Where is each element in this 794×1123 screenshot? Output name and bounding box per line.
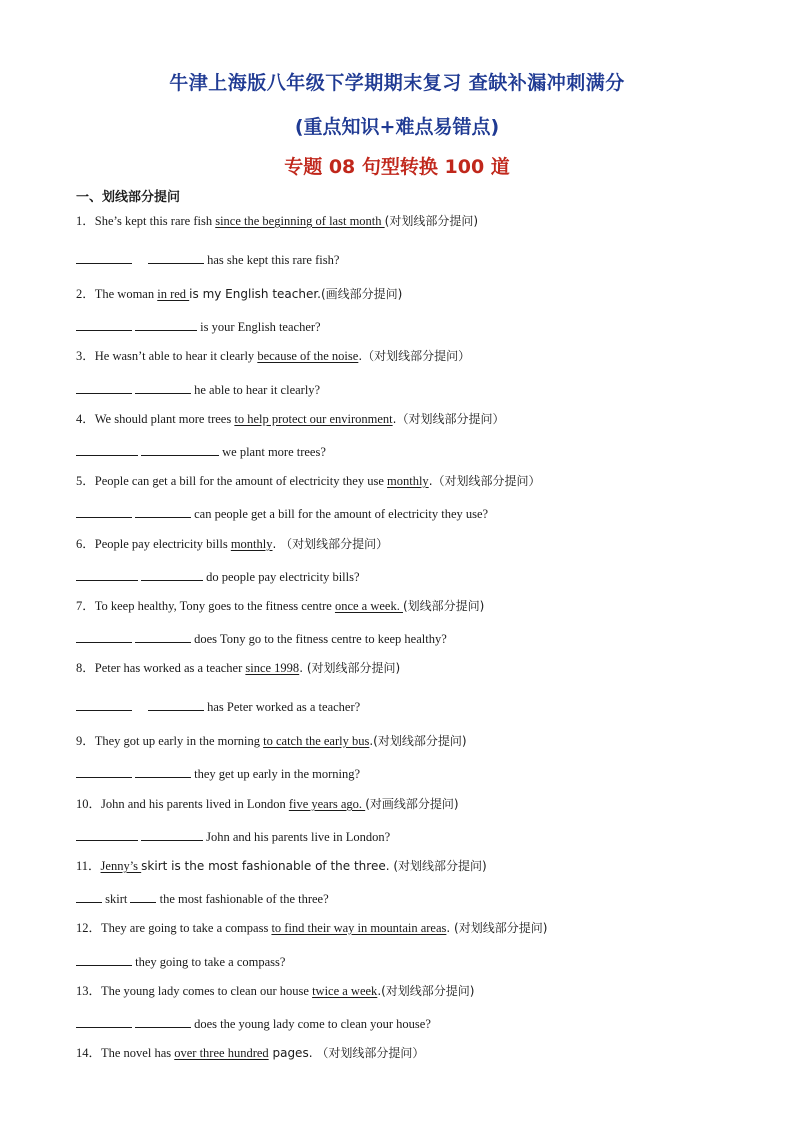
answer-7 [76,629,447,647]
answer-blank[interactable] [76,764,132,778]
answer-8 [76,697,360,715]
question-text: 6．People pay electricity bills [76,537,231,551]
underlined-part: in red [157,287,190,301]
question-instruction: .(对划线部分提问) [369,734,467,748]
underlined-part: since the beginning of last month [215,214,385,228]
question-text: 4．We should plant more trees [76,412,235,426]
answer-blank[interactable] [76,317,132,331]
answer-4 [76,442,326,460]
question-7 [76,598,484,614]
answer-blank[interactable] [76,889,102,903]
answer-text: is your English teacher? [197,320,321,334]
underlined-part: since 1998 [245,661,300,675]
question-14 [76,1045,424,1061]
question-3 [76,348,470,364]
underlined-part: twice a week [312,984,378,998]
question-10 [76,796,459,812]
answer-5 [76,504,488,522]
answer-blank[interactable] [76,380,132,394]
question-11 [76,858,487,874]
answer-blank[interactable] [135,764,191,778]
answer-2 [76,317,321,335]
question-text: 11． [76,859,101,873]
underlined-part: because of the noise [257,349,359,363]
question-instruction: .（对划线部分提问） [358,349,471,363]
question-text: 10．John and his parents lived in London [76,797,289,811]
question-text: 7．To keep healthy, Tony goes to the fitness centre [76,599,335,613]
answer-6 [76,567,360,585]
question-9 [76,733,467,749]
question-13 [76,983,475,999]
underlined-part: once a week. [334,599,403,613]
answer-blank[interactable] [130,889,156,903]
underlined-part: Jenny’s [100,859,142,873]
answer-3 [76,380,320,398]
underlined-part: monthly [230,537,273,551]
question-5 [76,473,541,489]
answer-text: they get up early in the morning? [191,767,361,781]
answer-13 [76,1014,431,1032]
doc-title-line3: 专题 08 句型转换 100 道 [284,156,510,178]
underlined-part: to find their way in mountain areas [271,921,447,935]
answer-blank[interactable] [76,442,138,456]
question-4 [76,411,504,427]
answer-blank[interactable] [76,504,132,518]
answer-text: John and his parents live in London? [203,830,391,844]
answer-text: does Tony go to the fitness centre to keep healthy? [191,632,447,646]
underlined-part: to catch the early bus [263,734,370,748]
answer-11 [76,889,329,907]
question-text: 3．He wasn’t able to hear it clearly [76,349,258,363]
underlined-part: five years ago. [288,797,366,811]
answer-blank[interactable] [141,442,219,456]
answer-text: does the young lady come to clean your house? [191,1017,431,1031]
question-text: 12．They are going to take a compass [76,921,272,935]
answer-blank[interactable] [135,504,191,518]
underlined-part: to help protect our environment [234,412,393,426]
answer-text: skirt [102,892,131,906]
question-text: 8．Peter has worked as a teacher [76,661,246,675]
answer-text: has Peter worked as a teacher? [204,700,361,714]
answer-12 [76,952,285,970]
answer-1 [76,250,339,268]
question-instruction: (对画线部分提问) [365,797,459,811]
question-8 [76,660,400,676]
answer-blank[interactable] [141,827,203,841]
answer-blank[interactable] [135,380,191,394]
question-instruction: .(对划线部分提问) [377,984,475,998]
answer-blank[interactable] [135,629,191,643]
question-2 [76,286,402,302]
answer-text: the most fashionable of the three? [156,892,329,906]
answer-9 [76,764,360,782]
question-text: 1．She’s kept this rare fish [76,214,216,228]
answer-blank[interactable] [76,952,132,966]
question-instruction: .（对划线部分提问） [392,412,505,426]
question-text: 9．They got up early in the morning [76,734,264,748]
answer-text: they going to take a compass? [132,955,286,969]
question-text: 5．People can get a bill for the amount of electricity they use [76,474,388,488]
answer-10 [76,827,390,845]
question-instruction: pages. （对划线部分提问） [268,1046,425,1060]
answer-text: he able to hear it clearly? [191,383,321,397]
section-heading: 一、划线部分提问 [76,190,181,205]
question-12 [76,920,547,936]
answer-blank[interactable] [76,1014,132,1028]
answer-blank[interactable] [76,250,132,264]
question-6 [76,536,388,552]
question-instruction: .（对划线部分提问） [428,474,541,488]
question-instruction: . （对划线部分提问） [272,537,389,551]
question-1 [76,213,478,229]
question-text: 14．The novel has [76,1046,175,1060]
question-instruction: is my English teacher.(画线部分提问) [189,287,403,301]
question-instruction: . (对划线部分提问) [299,661,401,675]
answer-blank[interactable] [135,317,197,331]
answer-blank[interactable] [135,1014,191,1028]
question-instruction: (划线部分提问) [402,599,485,613]
underlined-part: over three hundred [174,1046,269,1060]
question-instruction: (对划线部分提问) [384,214,479,228]
doc-title-line1: 牛津上海版八年级下学期期末复习 查缺补漏冲刺满分 [169,72,625,94]
doc-title-line2: (重点知识+难点易错点) [294,116,500,138]
answer-text: has she kept this rare fish? [204,253,340,267]
question-text: 13．The young lady comes to clean our house [76,984,313,998]
answer-blank[interactable] [76,629,132,643]
answer-text: can people get a bill for the amount of electricity they use? [191,507,489,521]
answer-blank[interactable] [148,697,204,711]
answer-blank[interactable] [76,567,138,581]
question-instruction: skirt is the most fashionable of the three. (对划线部分提问) [141,859,487,873]
answer-blank[interactable] [148,250,204,264]
answer-blank[interactable] [76,697,132,711]
answer-blank[interactable] [141,567,203,581]
answer-blank[interactable] [76,827,138,841]
underlined-part: monthly [387,474,429,488]
question-text: 2．The woman [76,287,158,301]
answer-text: we plant more trees? [219,445,326,459]
question-instruction: . (对划线部分提问) [446,921,548,935]
answer-text: do people pay electricity bills? [203,570,360,584]
